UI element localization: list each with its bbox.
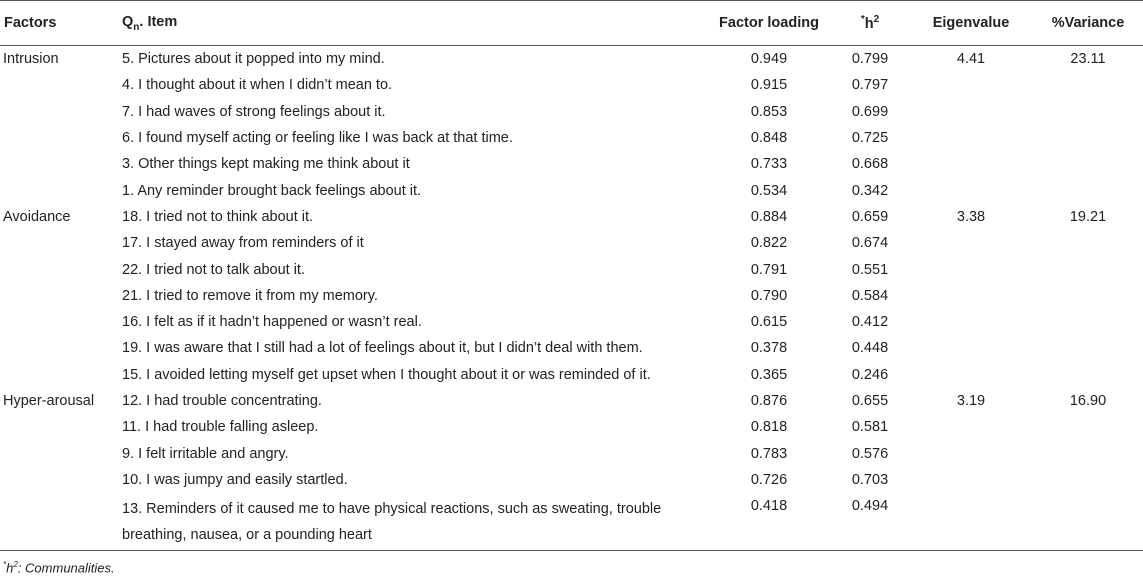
- factor-cell: [0, 335, 117, 361]
- eigenvalue-cell: [909, 493, 1033, 551]
- item-cell: 17. I stayed away from reminders of it: [122, 235, 364, 252]
- h2-cell: 0.799: [851, 51, 889, 68]
- table-row: [0, 362, 1143, 388]
- header-item: $Q_n$. Item: [117, 1, 707, 46]
- loading-cell: 0.615: [750, 314, 788, 331]
- factor-cell: Intrusion: [3, 51, 59, 68]
- table-row: [0, 230, 1143, 256]
- loading-cell: 0.365: [750, 366, 788, 383]
- h2-cell: 0.576: [851, 445, 889, 462]
- eigenvalue-cell: [909, 151, 1033, 177]
- eigenvalue-cell: [909, 125, 1033, 151]
- variance-cell: [1033, 230, 1143, 256]
- eigenvalue-cell: 3.38: [956, 208, 986, 225]
- variance-cell: [1033, 72, 1143, 98]
- item-cell: 21. I tried to remove it from my memory.: [122, 287, 378, 304]
- table-row: [0, 177, 1143, 203]
- table-row: [0, 467, 1143, 493]
- variance-cell: [1033, 362, 1143, 388]
- variance-cell: 19.21: [1069, 208, 1107, 225]
- item-cell: 10. I was jumpy and easily startled.: [122, 471, 348, 488]
- h2-cell: 0.668: [851, 156, 889, 173]
- h2-cell: 0.797: [851, 77, 889, 94]
- table-footnote: $^*h^2$: Communalities.: [3, 560, 115, 576]
- h2-cell: 0.584: [851, 287, 889, 304]
- header-factor-loading: Factor loading: [707, 1, 831, 46]
- item-cell: 6. I found myself acting or feeling like I was back at that time.: [122, 130, 513, 147]
- table-row: [0, 335, 1143, 361]
- variance-cell: [1033, 256, 1143, 282]
- loading-cell: 0.378: [750, 340, 788, 357]
- table-row: [0, 151, 1143, 177]
- factor-cell: [0, 309, 117, 335]
- loading-cell: 0.853: [750, 103, 788, 120]
- item-cell: 18. I tried not to think about it.: [122, 208, 314, 225]
- h2-cell: 0.725: [851, 130, 889, 147]
- h2-cell: 0.494: [831, 493, 909, 551]
- table-row: [0, 493, 1143, 551]
- h2-cell: 0.342: [851, 182, 889, 199]
- loading-cell: 0.915: [750, 77, 788, 94]
- loading-cell: 0.876: [750, 393, 788, 409]
- table-row: [0, 72, 1143, 98]
- table-row: [0, 204, 1143, 230]
- factor-cell: [0, 125, 117, 151]
- loading-cell: 0.783: [750, 445, 788, 462]
- h2-cell: 0.699: [851, 103, 889, 120]
- item-cell: 11. I had trouble falling asleep.: [122, 419, 319, 436]
- item-cell: 19. I was aware that I still had a lot of feelings about it, but I didn’t deal with them.: [122, 340, 643, 357]
- item-cell: 3. Other things kept making me think about it: [122, 156, 410, 173]
- eigenvalue-cell: [909, 467, 1033, 493]
- eigenvalue-cell: [909, 256, 1033, 282]
- loading-cell: 0.534: [750, 182, 788, 199]
- item-cell: 9. I felt irritable and angry.: [122, 445, 289, 462]
- variance-cell: 16.90: [1069, 393, 1107, 409]
- h2-cell: 0.412: [851, 314, 889, 331]
- item-cell: 4. I thought about it when I didn’t mean to.: [122, 77, 393, 94]
- h2-cell: 0.581: [851, 419, 889, 436]
- eigenvalue-cell: [909, 414, 1033, 440]
- loading-cell: 0.790: [750, 287, 788, 304]
- h2-cell: 0.246: [851, 366, 889, 383]
- h2-cell: 0.674: [851, 235, 889, 252]
- eigenvalue-cell: [909, 177, 1033, 203]
- h2-cell: 0.703: [851, 471, 889, 488]
- h2-cell: 0.551: [851, 261, 889, 278]
- factor-cell: [0, 362, 117, 388]
- loading-cell: 0.418: [707, 493, 831, 551]
- item-cell: 5. Pictures about it popped into my mind.: [122, 51, 385, 68]
- variance-cell: [1033, 440, 1143, 466]
- eigenvalue-cell: 3.19: [956, 393, 986, 409]
- loading-cell: 0.949: [750, 51, 788, 68]
- factor-cell: [0, 99, 117, 125]
- table-row: [0, 388, 1143, 414]
- eigenvalue-cell: [909, 309, 1033, 335]
- eigenvalue-cell: [909, 362, 1033, 388]
- variance-cell: [1033, 467, 1143, 493]
- factor-cell: [0, 283, 117, 309]
- item-cell: 1. Any reminder brought back feelings about it.: [122, 182, 422, 199]
- loading-cell: 0.884: [750, 208, 788, 225]
- table-row: [0, 309, 1143, 335]
- factor-cell: [0, 414, 117, 440]
- header-eigenvalue: Eigenvalue: [909, 1, 1033, 46]
- loading-cell: 0.733: [750, 156, 788, 173]
- table-row: [0, 256, 1143, 282]
- item-cell: 13. Reminders of it caused me to have physical reactions, such as sweating, trouble breathing, nausea, or a pounding heart: [117, 493, 707, 551]
- header-factors: Factors: [0, 1, 117, 46]
- factor-cell: [0, 493, 117, 551]
- factor-cell: [0, 440, 117, 466]
- eigenvalue-cell: [909, 335, 1033, 361]
- factor-cell: [0, 177, 117, 203]
- item-cell: 15. I avoided letting myself get upset when I thought about it or was reminded of it.: [122, 366, 651, 383]
- loading-cell: 0.818: [750, 419, 788, 436]
- table-row: [0, 99, 1143, 125]
- factor-cell: [0, 230, 117, 256]
- variance-cell: [1033, 177, 1143, 203]
- header-h2: $^*h^2$: [831, 1, 909, 46]
- variance-cell: [1033, 283, 1143, 309]
- item-cell: 22. I tried not to talk about it.: [122, 261, 305, 278]
- eigenvalue-cell: [909, 99, 1033, 125]
- eigenvalue-cell: [909, 230, 1033, 256]
- table-row: [0, 414, 1143, 440]
- variance-cell: [1033, 125, 1143, 151]
- item-cell: 7. I had waves of strong feelings about it.: [122, 103, 386, 120]
- header-variance: %Variance: [1033, 1, 1143, 46]
- factor-cell: Avoidance: [3, 208, 71, 225]
- variance-cell: [1033, 493, 1143, 551]
- item-cell: 12. I had trouble concentrating.: [122, 393, 322, 409]
- eigenvalue-cell: [909, 283, 1033, 309]
- variance-cell: [1033, 335, 1143, 361]
- variance-cell: [1033, 99, 1143, 125]
- factor-cell: [0, 151, 117, 177]
- h2-cell: 0.655: [851, 393, 889, 409]
- loading-cell: 0.791: [750, 261, 788, 278]
- factor-cell: [0, 72, 117, 98]
- loading-cell: 0.848: [750, 130, 788, 147]
- factor-cell: Hyper-arousal: [3, 393, 95, 409]
- table-row: [0, 125, 1143, 151]
- eigenvalue-cell: [909, 440, 1033, 466]
- loading-cell: 0.822: [750, 235, 788, 252]
- eigenvalue-cell: [909, 72, 1033, 98]
- item-cell: 16. I felt as if it hadn’t happened or wasn’t real.: [122, 314, 422, 331]
- table-row: [0, 440, 1143, 466]
- loading-cell: 0.726: [750, 471, 788, 488]
- table-body: [0, 46, 1143, 551]
- variance-cell: [1033, 414, 1143, 440]
- factor-cell: [0, 467, 117, 493]
- h2-cell: 0.448: [851, 340, 889, 357]
- variance-cell: [1033, 151, 1143, 177]
- table-row: [0, 46, 1143, 73]
- header-row: [0, 1, 1143, 46]
- eigenvalue-cell: 4.41: [956, 51, 986, 68]
- table-row: [0, 283, 1143, 309]
- table-header: [0, 1, 1143, 46]
- h2-cell: 0.659: [851, 208, 889, 225]
- factor-cell: [0, 256, 117, 282]
- variance-cell: [1033, 309, 1143, 335]
- variance-cell: 23.11: [1070, 51, 1106, 68]
